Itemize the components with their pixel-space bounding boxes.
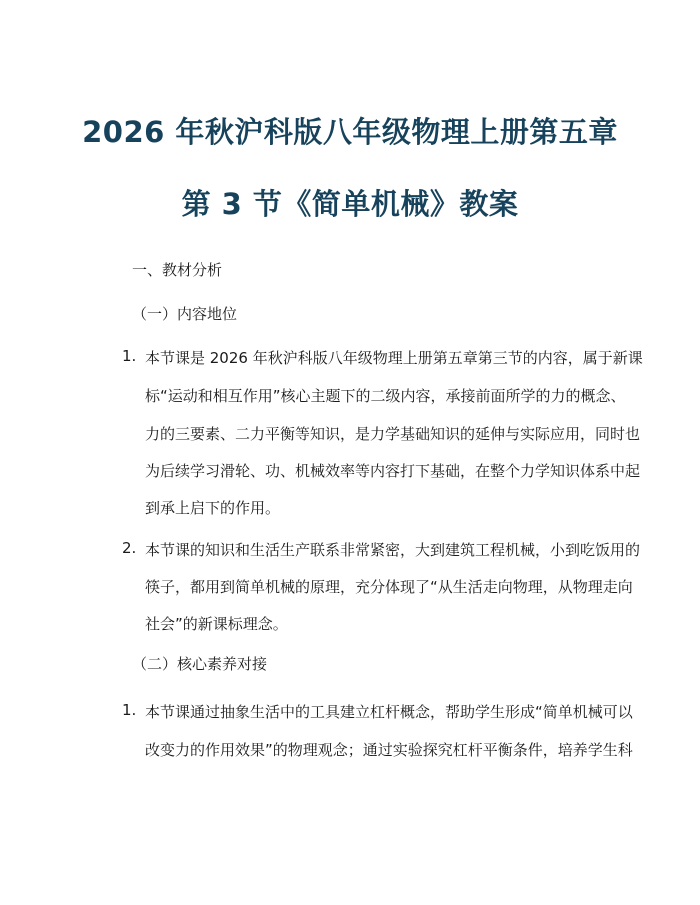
list-item-number: 1. — [122, 347, 137, 365]
list-item-number: 2. — [122, 539, 137, 557]
list-item-line: 本节课是 2026 年秋沪科版八年级物理上册第五章第三节的内容，属于新课 — [145, 349, 643, 367]
list-item-line: 到承上启下的作用。 — [145, 499, 281, 517]
list-item-line: 为后续学习滑轮、功、机械效率等内容打下基础，在整个力学知识体系中起 — [145, 462, 641, 480]
section-heading-textbook-analysis: 一、教材分析 — [132, 261, 223, 279]
list-item-line: 力的三要素、二力平衡等知识，是力学基础知识的延伸与实际应用，同时也 — [145, 425, 641, 443]
list-item-line: 本节课通过抽象生活中的工具建立杠杆概念，帮助学生形成“简单机械可以 — [145, 703, 633, 721]
list-item-number: 1. — [122, 701, 137, 719]
list-item-line: 标“运动和相互作用”核心主题下的二级内容，承接前面所学的力的概念、 — [145, 387, 626, 405]
document-title-line-1: 2026 年秋沪科版八年级物理上册第五章 — [82, 115, 618, 149]
document-title-line-2: 第 3 节《简单机械》教案 — [181, 187, 519, 221]
list-item-line: 社会”的新课标理念。 — [145, 615, 288, 633]
list-item-line: 筷子，都用到简单机械的原理，充分体现了“从生活走向物理，从物理走向 — [145, 578, 633, 596]
list-item-line: 本节课的知识和生活生产联系非常紧密，大到建筑工程机械，小到吃饭用的 — [145, 541, 641, 559]
list-item-line: 改变力的作用效果”的物理观念；通过实验探究杠杆平衡条件，培养学生科 — [145, 741, 633, 759]
subsection-heading-core-literacy: （二）核心素养对接 — [132, 655, 268, 673]
subsection-heading-content-position: （一）内容地位 — [132, 305, 238, 323]
